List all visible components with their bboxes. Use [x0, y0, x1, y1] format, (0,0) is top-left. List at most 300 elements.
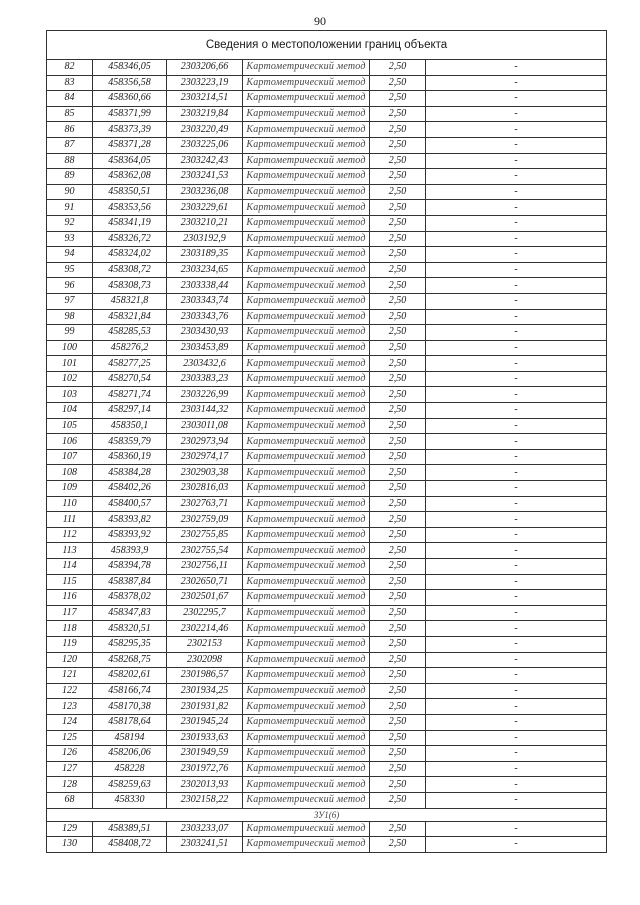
cell-point-number: 87	[47, 137, 93, 153]
cell-point-number: 104	[47, 403, 93, 419]
cell-note: -	[426, 496, 607, 512]
cell-coord-x: 458393,82	[93, 512, 167, 528]
cell-coord-x: 458194	[93, 730, 167, 746]
table-row	[47, 496, 607, 512]
cell-note: -	[426, 574, 607, 590]
table-row	[47, 821, 607, 837]
cell-note: -	[426, 278, 607, 294]
cell-coord-y: 2302098	[167, 652, 243, 668]
cell-note: -	[426, 184, 607, 200]
cell-coord-y: 2302759,09	[167, 512, 243, 528]
cell-method: Картометрический метод	[243, 200, 370, 216]
cell-method: Картометрический метод	[243, 434, 370, 450]
cell-point-number: 85	[47, 106, 93, 122]
cell-point-number: 89	[47, 169, 93, 185]
table-row	[47, 434, 607, 450]
cell-point-number: 126	[47, 746, 93, 762]
cell-accuracy: 2,50	[370, 293, 426, 309]
table-row	[47, 465, 607, 481]
cell-accuracy: 2,50	[370, 605, 426, 621]
cell-note: -	[426, 231, 607, 247]
cell-coord-x: 458166,74	[93, 683, 167, 699]
cell-accuracy: 2,50	[370, 449, 426, 465]
cell-method: Картометрический метод	[243, 262, 370, 278]
cell-accuracy: 2,50	[370, 837, 426, 853]
cell-note: -	[426, 371, 607, 387]
table-row	[47, 215, 607, 231]
cell-accuracy: 2,50	[370, 621, 426, 637]
cell-point-number: 90	[47, 184, 93, 200]
table-row	[47, 60, 607, 76]
cell-point-number: 117	[47, 605, 93, 621]
table-row	[47, 356, 607, 372]
cell-coord-y: 2303011,08	[167, 418, 243, 434]
table-row	[47, 636, 607, 652]
cell-note: -	[426, 403, 607, 419]
cell-coord-y: 2303236,08	[167, 184, 243, 200]
cell-coord-x: 458371,99	[93, 106, 167, 122]
cell-accuracy: 2,50	[370, 574, 426, 590]
table-row	[47, 543, 607, 559]
cell-note: -	[426, 714, 607, 730]
cell-coord-y: 2303430,93	[167, 325, 243, 341]
cell-note: -	[426, 262, 607, 278]
cell-note: -	[426, 512, 607, 528]
table-row	[47, 371, 607, 387]
table-row	[47, 231, 607, 247]
cell-coord-x: 458308,73	[93, 278, 167, 294]
table-row	[47, 169, 607, 185]
cell-coord-y: 2303241,53	[167, 169, 243, 185]
cell-coord-y: 2303226,99	[167, 387, 243, 403]
cell-note: -	[426, 746, 607, 762]
table-row	[47, 761, 607, 777]
cell-accuracy: 2,50	[370, 699, 426, 715]
cell-point-number: 102	[47, 371, 93, 387]
cell-point-number: 120	[47, 652, 93, 668]
cell-note: -	[426, 200, 607, 216]
cell-point-number: 88	[47, 153, 93, 169]
cell-coord-x: 458270,54	[93, 371, 167, 387]
cell-note: -	[426, 730, 607, 746]
cell-coord-y: 2302153	[167, 636, 243, 652]
cell-point-number: 95	[47, 262, 93, 278]
cell-point-number: 107	[47, 449, 93, 465]
cell-method: Картометрический метод	[243, 356, 370, 372]
cell-method: Картометрический метод	[243, 683, 370, 699]
cell-note: -	[426, 605, 607, 621]
cell-coord-x: 458324,02	[93, 247, 167, 263]
cell-coord-x: 458373,39	[93, 122, 167, 138]
cell-method: Картометрический метод	[243, 496, 370, 512]
cell-method: Картометрический метод	[243, 137, 370, 153]
cell-coord-x: 458277,25	[93, 356, 167, 372]
cell-point-number: 116	[47, 590, 93, 606]
cell-coord-y: 2303144,32	[167, 403, 243, 419]
boundary-table-container	[46, 30, 606, 853]
cell-coord-y: 2302763,71	[167, 496, 243, 512]
cell-coord-x: 458394,78	[93, 559, 167, 575]
cell-accuracy: 2,50	[370, 481, 426, 497]
cell-accuracy: 2,50	[370, 652, 426, 668]
cell-method: Картометрический метод	[243, 169, 370, 185]
cell-point-number: 98	[47, 309, 93, 325]
cell-point-number: 86	[47, 122, 93, 138]
table-row	[47, 699, 607, 715]
cell-accuracy: 2,50	[370, 777, 426, 793]
cell-method: Картометрический метод	[243, 481, 370, 497]
cell-point-number: 108	[47, 465, 93, 481]
cell-coord-x: 458347,83	[93, 605, 167, 621]
cell-point-number: 94	[47, 247, 93, 263]
cell-coord-x: 458353,56	[93, 200, 167, 216]
cell-coord-x: 458271,74	[93, 387, 167, 403]
cell-note: -	[426, 652, 607, 668]
cell-point-number: 101	[47, 356, 93, 372]
cell-point-number: 123	[47, 699, 93, 715]
cell-method: Картометрический метод	[243, 792, 370, 808]
cell-note: -	[426, 621, 607, 637]
cell-accuracy: 2,50	[370, 418, 426, 434]
cell-point-number: 115	[47, 574, 93, 590]
cell-method: Картометрический метод	[243, 75, 370, 91]
cell-point-number: 109	[47, 481, 93, 497]
cell-accuracy: 2,50	[370, 75, 426, 91]
cell-accuracy: 2,50	[370, 730, 426, 746]
cell-coord-x: 458393,9	[93, 543, 167, 559]
cell-point-number: 105	[47, 418, 93, 434]
table-row	[47, 403, 607, 419]
cell-coord-x: 458360,66	[93, 91, 167, 107]
cell-accuracy: 2,50	[370, 231, 426, 247]
cell-point-number: 97	[47, 293, 93, 309]
cell-coord-x: 458297,14	[93, 403, 167, 419]
cell-method: Картометрический метод	[243, 605, 370, 621]
cell-note: -	[426, 821, 607, 837]
cell-coord-x: 458364,05	[93, 153, 167, 169]
cell-accuracy: 2,50	[370, 153, 426, 169]
table-row	[47, 574, 607, 590]
cell-accuracy: 2,50	[370, 215, 426, 231]
table-row	[47, 746, 607, 762]
cell-method: Картометрический метод	[243, 699, 370, 715]
cell-coord-x: 458371,28	[93, 137, 167, 153]
cell-note: -	[426, 293, 607, 309]
table-row	[47, 449, 607, 465]
table-row	[47, 652, 607, 668]
table-row	[47, 714, 607, 730]
cell-coord-y: 2303192,9	[167, 231, 243, 247]
cell-note: -	[426, 215, 607, 231]
table-row	[47, 325, 607, 341]
cell-point-number: 83	[47, 75, 93, 91]
cell-coord-x: 458378,02	[93, 590, 167, 606]
cell-coord-y: 2303214,51	[167, 91, 243, 107]
cell-coord-x: 458350,1	[93, 418, 167, 434]
cell-note: -	[426, 449, 607, 465]
cell-note: -	[426, 590, 607, 606]
table-row	[47, 106, 607, 122]
cell-method: Картометрический метод	[243, 590, 370, 606]
cell-coord-y: 2302158,22	[167, 792, 243, 808]
cell-coord-x: 458389,51	[93, 821, 167, 837]
cell-coord-y: 2301949,59	[167, 746, 243, 762]
cell-method: Картометрический метод	[243, 184, 370, 200]
cell-coord-y: 2301933,63	[167, 730, 243, 746]
cell-method: Картометрический метод	[243, 247, 370, 263]
cell-coord-y: 2302650,71	[167, 574, 243, 590]
cell-accuracy: 2,50	[370, 746, 426, 762]
cell-point-number: 121	[47, 668, 93, 684]
cell-method: Картометрический метод	[243, 278, 370, 294]
cell-method: Картометрический метод	[243, 231, 370, 247]
cell-method: Картометрический метод	[243, 293, 370, 309]
cell-coord-y: 2301972,76	[167, 761, 243, 777]
cell-coord-x: 458356,58	[93, 75, 167, 91]
cell-coord-y: 2302756,11	[167, 559, 243, 575]
cell-accuracy: 2,50	[370, 403, 426, 419]
cell-accuracy: 2,50	[370, 387, 426, 403]
cell-coord-y: 2302816,03	[167, 481, 243, 497]
cell-method: Картометрический метод	[243, 730, 370, 746]
cell-point-number: 130	[47, 837, 93, 853]
cell-point-number: 122	[47, 683, 93, 699]
cell-coord-y: 2303343,76	[167, 309, 243, 325]
cell-coord-y: 2303453,89	[167, 340, 243, 356]
cell-accuracy: 2,50	[370, 714, 426, 730]
cell-point-number: 68	[47, 792, 93, 808]
cell-coord-y: 2303229,61	[167, 200, 243, 216]
table-row	[47, 590, 607, 606]
cell-accuracy: 2,50	[370, 668, 426, 684]
cell-accuracy: 2,50	[370, 683, 426, 699]
cell-point-number: 100	[47, 340, 93, 356]
cell-method: Картометрический метод	[243, 652, 370, 668]
cell-accuracy: 2,50	[370, 559, 426, 575]
cell-method: Картометрический метод	[243, 60, 370, 76]
cell-point-number: 84	[47, 91, 93, 107]
cell-accuracy: 2,50	[370, 200, 426, 216]
cell-method: Картометрический метод	[243, 636, 370, 652]
cell-accuracy: 2,50	[370, 247, 426, 263]
cell-point-number: 128	[47, 777, 93, 793]
cell-method: Картометрический метод	[243, 153, 370, 169]
table-row	[47, 122, 607, 138]
cell-method: Картометрический метод	[243, 574, 370, 590]
cell-point-number: 92	[47, 215, 93, 231]
cell-method: Картометрический метод	[243, 543, 370, 559]
table-row	[47, 262, 607, 278]
cell-point-number: 111	[47, 512, 93, 528]
cell-note: -	[426, 465, 607, 481]
cell-coord-y: 2303219,84	[167, 106, 243, 122]
cell-accuracy: 2,50	[370, 60, 426, 76]
cell-note: -	[426, 636, 607, 652]
cell-coord-x: 458206,06	[93, 746, 167, 762]
table-row	[47, 184, 607, 200]
cell-coord-x: 458202,61	[93, 668, 167, 684]
cell-coord-x: 458360,19	[93, 449, 167, 465]
cell-note: -	[426, 247, 607, 263]
cell-coord-x: 458341,19	[93, 215, 167, 231]
cell-coord-y: 2303220,49	[167, 122, 243, 138]
cell-coord-y: 2302013,93	[167, 777, 243, 793]
cell-method: Картометрический метод	[243, 777, 370, 793]
cell-coord-y: 2303343,74	[167, 293, 243, 309]
cell-accuracy: 2,50	[370, 356, 426, 372]
cell-coord-x: 458408,72	[93, 837, 167, 853]
cell-coord-y: 2303432,6	[167, 356, 243, 372]
cell-note: -	[426, 137, 607, 153]
cell-note: -	[426, 356, 607, 372]
cell-note: -	[426, 309, 607, 325]
cell-method: Картометрический метод	[243, 837, 370, 853]
cell-coord-y: 2302974,17	[167, 449, 243, 465]
cell-method: Картометрический метод	[243, 559, 370, 575]
cell-point-number: 112	[47, 527, 93, 543]
cell-coord-y: 2301931,82	[167, 699, 243, 715]
cell-accuracy: 2,50	[370, 512, 426, 528]
cell-coord-y: 2302295,7	[167, 605, 243, 621]
table-row	[47, 481, 607, 497]
cell-coord-y: 2303383,23	[167, 371, 243, 387]
cell-note: -	[426, 325, 607, 341]
cell-coord-x: 458228	[93, 761, 167, 777]
cell-coord-x: 458350,51	[93, 184, 167, 200]
cell-coord-y: 2302501,67	[167, 590, 243, 606]
cell-coord-x: 458393,92	[93, 527, 167, 543]
boundary-table	[46, 30, 607, 853]
cell-method: Картометрический метод	[243, 371, 370, 387]
cell-coord-x: 458330	[93, 792, 167, 808]
cell-note: -	[426, 434, 607, 450]
cell-note: -	[426, 91, 607, 107]
cell-method: Картометрический метод	[243, 746, 370, 762]
cell-coord-y: 2303233,07	[167, 821, 243, 837]
cell-coord-x: 458268,75	[93, 652, 167, 668]
cell-method: Картометрический метод	[243, 325, 370, 341]
cell-method: Картометрический метод	[243, 761, 370, 777]
cell-accuracy: 2,50	[370, 527, 426, 543]
cell-point-number: 106	[47, 434, 93, 450]
cell-note: -	[426, 683, 607, 699]
cell-accuracy: 2,50	[370, 278, 426, 294]
cell-method: Картометрический метод	[243, 122, 370, 138]
cell-method: Картометрический метод	[243, 340, 370, 356]
cell-method: Картометрический метод	[243, 465, 370, 481]
cell-accuracy: 2,50	[370, 184, 426, 200]
cell-method: Картометрический метод	[243, 387, 370, 403]
cell-coord-x: 458295,35	[93, 636, 167, 652]
cell-coord-y: 2303189,35	[167, 247, 243, 263]
cell-coord-x: 458259,63	[93, 777, 167, 793]
cell-coord-y: 2303242,43	[167, 153, 243, 169]
table-row	[47, 340, 607, 356]
cell-note: -	[426, 761, 607, 777]
cell-note: -	[426, 106, 607, 122]
table-row	[47, 512, 607, 528]
cell-point-number: 114	[47, 559, 93, 575]
cell-point-number: 103	[47, 387, 93, 403]
cell-coord-y: 2302973,94	[167, 434, 243, 450]
cell-method: Картометрический метод	[243, 403, 370, 419]
cell-point-number: 129	[47, 821, 93, 837]
cell-accuracy: 2,50	[370, 325, 426, 341]
cell-coord-x: 458320,51	[93, 621, 167, 637]
table-row	[47, 730, 607, 746]
cell-accuracy: 2,50	[370, 543, 426, 559]
cell-coord-y: 2302755,85	[167, 527, 243, 543]
cell-point-number: 119	[47, 636, 93, 652]
cell-note: -	[426, 527, 607, 543]
cell-method: Картометрический метод	[243, 527, 370, 543]
cell-coord-x: 458178,64	[93, 714, 167, 730]
section-row	[47, 808, 607, 821]
table-row	[47, 91, 607, 107]
cell-coord-x: 458285,53	[93, 325, 167, 341]
section-label: ЗУ1(6)	[47, 808, 607, 821]
cell-note: -	[426, 60, 607, 76]
cell-coord-y: 2301934,25	[167, 683, 243, 699]
table-row	[47, 683, 607, 699]
cell-coord-y: 2302214,46	[167, 621, 243, 637]
cell-coord-y: 2303338,44	[167, 278, 243, 294]
cell-coord-y: 2302755,54	[167, 543, 243, 559]
cell-accuracy: 2,50	[370, 761, 426, 777]
table-row	[47, 792, 607, 808]
cell-coord-x: 458326,72	[93, 231, 167, 247]
cell-note: -	[426, 340, 607, 356]
cell-accuracy: 2,50	[370, 590, 426, 606]
cell-note: -	[426, 837, 607, 853]
cell-coord-x: 458400,57	[93, 496, 167, 512]
cell-coord-x: 458308,72	[93, 262, 167, 278]
cell-point-number: 99	[47, 325, 93, 341]
cell-method: Картометрический метод	[243, 418, 370, 434]
cell-accuracy: 2,50	[370, 636, 426, 652]
cell-point-number: 127	[47, 761, 93, 777]
cell-coord-x: 458321,8	[93, 293, 167, 309]
cell-note: -	[426, 169, 607, 185]
cell-coord-y: 2303223,19	[167, 75, 243, 91]
cell-method: Картометрический метод	[243, 215, 370, 231]
cell-coord-y: 2303241,51	[167, 837, 243, 853]
cell-accuracy: 2,50	[370, 309, 426, 325]
cell-accuracy: 2,50	[370, 91, 426, 107]
cell-note: -	[426, 699, 607, 715]
table-row	[47, 527, 607, 543]
table-row	[47, 837, 607, 853]
cell-point-number: 91	[47, 200, 93, 216]
cell-method: Картометрический метод	[243, 821, 370, 837]
cell-coord-x: 458402,26	[93, 481, 167, 497]
cell-point-number: 82	[47, 60, 93, 76]
cell-coord-y: 2301986,57	[167, 668, 243, 684]
cell-point-number: 118	[47, 621, 93, 637]
table-row	[47, 777, 607, 793]
cell-point-number: 113	[47, 543, 93, 559]
cell-method: Картометрический метод	[243, 621, 370, 637]
cell-note: -	[426, 75, 607, 91]
cell-method: Картометрический метод	[243, 91, 370, 107]
cell-coord-x: 458170,38	[93, 699, 167, 715]
cell-accuracy: 2,50	[370, 137, 426, 153]
cell-coord-y: 2301945,24	[167, 714, 243, 730]
cell-coord-y: 2303210,21	[167, 215, 243, 231]
cell-accuracy: 2,50	[370, 340, 426, 356]
table-row	[47, 153, 607, 169]
table-row	[47, 247, 607, 263]
